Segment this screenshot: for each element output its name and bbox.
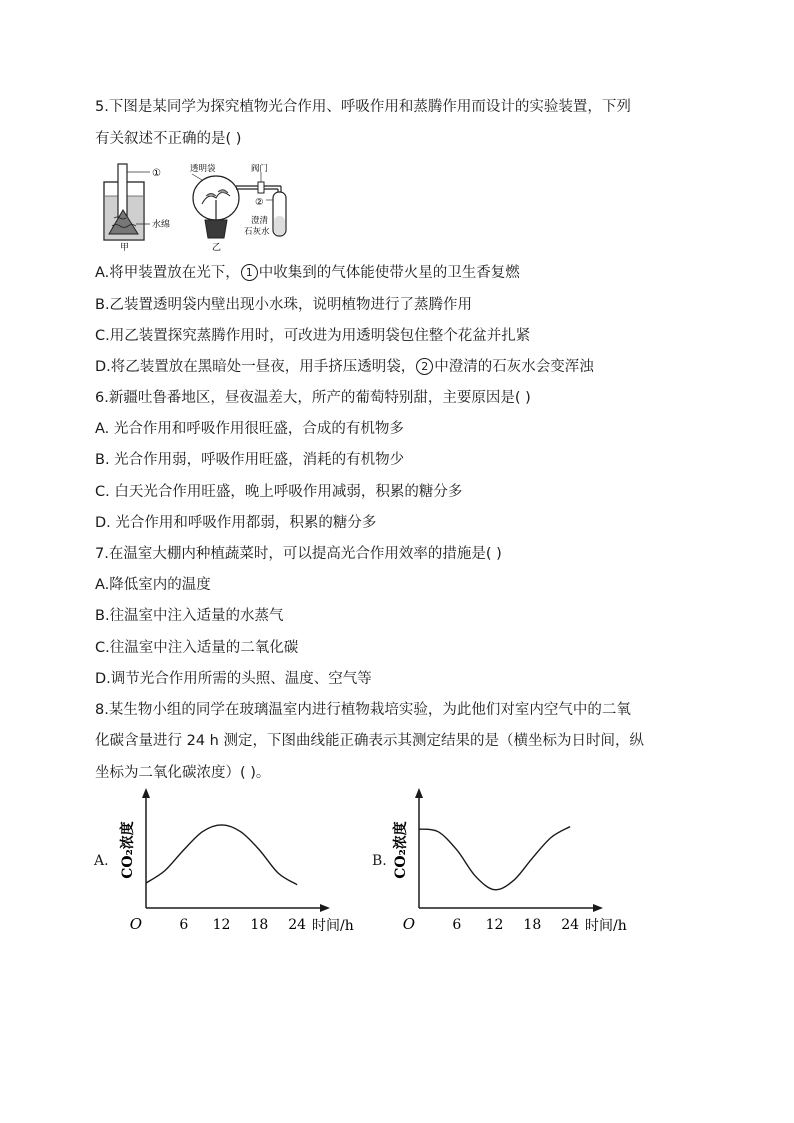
q6-option-d: D. 光合作用和呼吸作用都弱，积累的糖分多	[95, 515, 377, 531]
circled-number-1: 1	[241, 264, 258, 281]
chart-a-x-arrow	[320, 904, 330, 912]
chart-b-y-arrow	[415, 788, 423, 798]
chart-b-x-tick-label: 6	[452, 917, 462, 933]
q7-option-a: A.降低室内的温度	[95, 577, 211, 593]
label-shuimian: 水绵	[152, 220, 171, 230]
q5-option-b: B.乙装置透明袋内壁出现小水珠，说明植物进行了蒸腾作用	[95, 297, 473, 313]
q7-option-c: C.往温室中注入适量的二氧化碳	[95, 640, 299, 656]
chart-b-x-tick-label: 12	[485, 917, 504, 933]
chart-b-curve	[419, 827, 570, 890]
chart-b-x-tick-label: 24	[561, 917, 580, 933]
label-c2: ②	[255, 197, 264, 208]
graph-a-option-label: A.	[94, 853, 109, 869]
chart-b-x-axis-label: 时间/h	[585, 918, 627, 934]
q8-stem-line2: 化碳含量进行 24 h 测定，下图曲线能正确表示其测定结果的是（横坐标为日时间，纵	[95, 733, 644, 749]
chart-a-x-axis-label: 时间/h	[312, 918, 354, 934]
chart-a-x-tick-label: 6	[179, 917, 189, 933]
q8-stem-line1: 8.某生物小组的同学在玻璃温室内进行植物栽培实验，为此他们对室内空气中的二氧	[95, 702, 631, 718]
label-c1: ①	[152, 168, 161, 179]
q6-option-a: A. 光合作用和呼吸作用很旺盛，合成的有机物多	[95, 421, 404, 437]
label-famen: 阀门	[251, 164, 269, 174]
q5-stem-line2: 有关叙述不正确的是( )	[95, 131, 242, 147]
label-jia: 甲	[120, 243, 130, 253]
q5-option-c: C.用乙装置探究蒸腾作用时，可改进为用透明袋包住整个花盆并扎紧	[95, 328, 531, 344]
label-yi: 乙	[212, 243, 222, 253]
chart-b-y-axis-label: CO₂浓度	[393, 821, 409, 879]
q7-option-b: B.往温室中注入适量的水蒸气	[95, 608, 284, 624]
apparatus-jia	[104, 164, 150, 240]
circled-number-2: 2	[416, 358, 433, 375]
label-chengqing: 澄清	[251, 216, 269, 226]
chart-a-curve	[146, 825, 297, 885]
apparatus-yi	[192, 172, 286, 238]
graph-b-option-label: B.	[372, 853, 387, 869]
chart-a-y-axis-label: CO₂浓度	[120, 821, 136, 879]
q6-stem: 6.新疆吐鲁番地区，昼夜温差大，所产的葡萄特别甜，主要原因是( )	[95, 390, 531, 406]
chart-b-origin-label: O	[402, 915, 415, 933]
chart-a-origin-label: O	[129, 915, 142, 933]
q5-apparatus-figure	[98, 160, 308, 252]
q5-option-a: A.将甲装置放在光下， 1 中收集到的气体能使带火星的卫生香复燃	[95, 265, 520, 281]
chart-b-x-arrow	[593, 904, 603, 912]
chart-a-x-tick-label: 18	[250, 917, 269, 933]
chart-a-y-arrow	[142, 788, 150, 798]
q7-option-d: D.调节光合作用所需的头照、温度、空气等	[95, 671, 372, 687]
q7-stem: 7.在温室大棚内种植蔬菜时，可以提高光合作用效率的措施是( )	[95, 546, 502, 562]
label-toumingdai: 透明袋	[190, 164, 216, 174]
q6-option-b: B. 光合作用弱，呼吸作用旺盛，消耗的有机物少	[95, 452, 405, 468]
label-shihuishui: 石灰水	[244, 227, 270, 237]
chart-a-x-tick-label: 24	[288, 917, 307, 933]
q6-option-c: C. 白天光合作用旺盛，晚上呼吸作用减弱，积累的糖分多	[95, 484, 463, 500]
chart-b-x-tick-label: 18	[523, 917, 542, 933]
chart-a	[108, 790, 354, 935]
q5-stem-line1: 5.下图是某同学为探究植物光合作用、呼吸作用和蒸腾作用而设计的实验装置，下列	[95, 99, 631, 115]
q8-stem-line3: 坐标为二氧化碳浓度）( )。	[95, 765, 271, 781]
chart-b	[381, 790, 627, 935]
q5-option-d: D.将乙装置放在黑暗处一昼夜，用手挤压透明袋， 2 中澄清的石灰水会变浑浊	[95, 359, 594, 375]
chart-a-x-tick-label: 12	[212, 917, 231, 933]
